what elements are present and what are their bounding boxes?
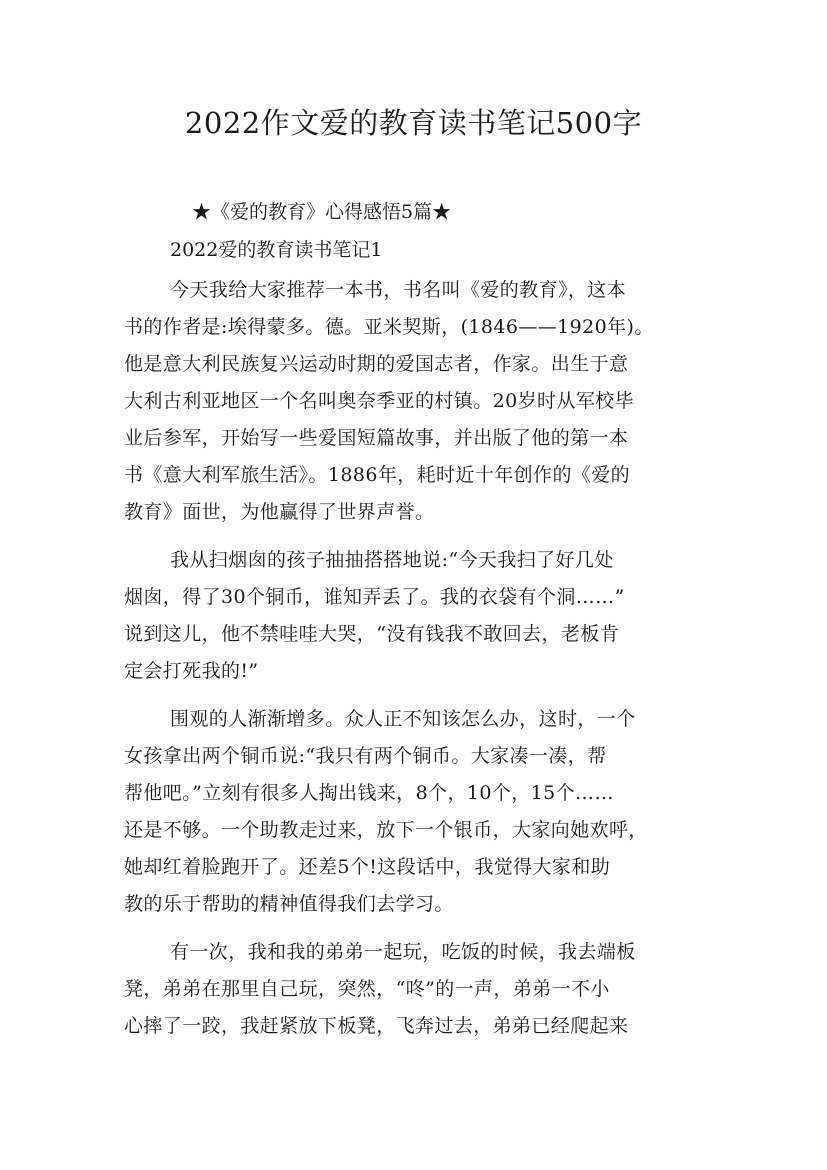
paragraph-line: 书《意大利军旅生活》。1886年，耗时近十年创作的《爱的 (124, 464, 631, 486)
document-subtitle: ★《爱的教育》心得感悟5篇★ (192, 201, 452, 223)
paragraph-line: 我从扫烟囱的孩子抽抽搭搭地说:“今天我扫了好几处 (170, 549, 614, 571)
paragraph-line: 定会打死我的!” (124, 660, 259, 682)
paragraph-line: 围观的人渐渐增多。众人正不知该怎么办，这时，一个 (170, 708, 636, 730)
paragraph-line: 帮他吧。”立刻有很多人掏出钱来，8个，10个，15个…… (124, 782, 614, 804)
document-title: 2022作文爱的教育读书笔记500字 (184, 106, 643, 140)
paragraph-line: 还是不够。一个助教走过来，放下一个银币，大家向她欢呼， (124, 819, 648, 841)
paragraph-line: 大利古利亚地区一个名叫奥奈季亚的村镇。20岁时从军校毕 (124, 390, 634, 412)
paragraph-line: 今天我给大家推荐一本书，书名叫《爱的教育》，这本 (170, 279, 627, 301)
paragraph-line: 她却红着脸跑开了。还差5个!这段话中，我觉得大家和助 (124, 856, 611, 878)
paragraph-line: 有一次，我和我的弟弟一起玩，吃饭的时候，我去端板 (170, 941, 636, 963)
paragraph-line: 说到这儿，他不禁哇哇大哭，“没有钱我不敢回去，老板肯 (124, 623, 620, 645)
paragraph-line: 教育》面世，为他赢得了世界声誉。 (124, 501, 435, 523)
paragraph-line: 教的乐于帮助的精神值得我们去学习。 (124, 893, 454, 915)
paragraph-line: 女孩拿出两个铜币说:“我只有两个铜币。大家凑一凑，帮 (124, 745, 607, 767)
paragraph-line: 他是意大利民族复兴运动时期的爱国志者，作家。出生于意 (124, 353, 629, 375)
paragraph-line: 心摔了一跤，我赶紧放下板凳，飞奔过去，弟弟已经爬起来 (124, 1015, 629, 1037)
paragraph-line: 书的作者是:埃得蒙多。德。亚米契斯，(1846——1920年)。 (124, 316, 654, 338)
paragraph-line: 凳，弟弟在那里自己玩，突然，“咚”的一声，弟弟一不小 (124, 978, 610, 1000)
paragraph-line: 烟囱，得了30个铜币，谁知弄丢了。我的衣袋有个洞……” (124, 586, 625, 608)
section-heading: 2022爱的教育读书笔记1 (170, 239, 383, 261)
paragraph-line: 业后参军，开始写一些爱国短篇故事，并出版了他的第一本 (124, 427, 629, 449)
